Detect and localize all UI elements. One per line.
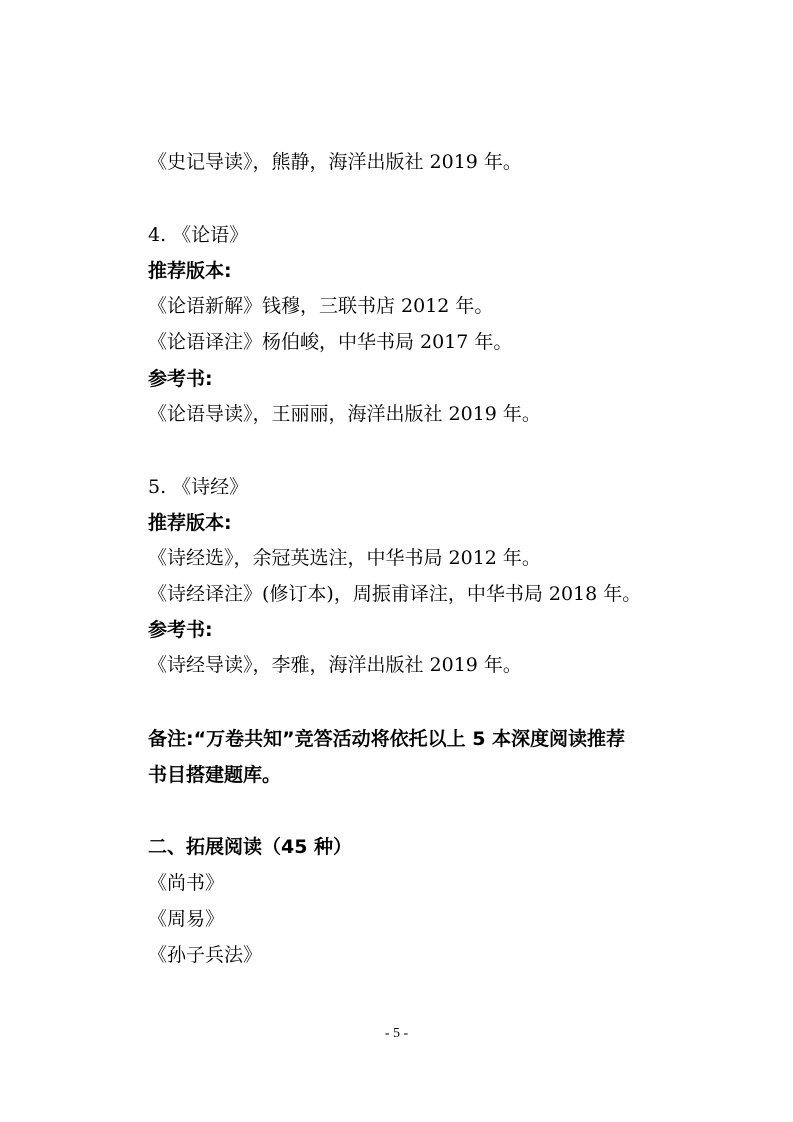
lunyu-recommended-item: 《论语译注》杨伯峻，中华书局 2017 年。 xyxy=(148,331,513,353)
page-number: - 5 - xyxy=(384,1026,409,1041)
note-line: 书目搭建题库。 xyxy=(148,764,282,786)
shijing-recommended-item: 《诗经译注》(修订本)，周振甫译注，中华书局 2018 年。 xyxy=(148,583,642,605)
shijing-reference: 《诗经导读》，李雅，海洋出版社 2019 年。 xyxy=(148,654,522,676)
shijing-heading: 5. 《诗经》 xyxy=(148,476,249,498)
shijing-reference-label: 参考书: xyxy=(148,619,213,641)
shiji-reference: 《史记导读》，熊静，海洋出版社 2019 年。 xyxy=(148,151,522,173)
extended-reading-heading: 二、拓展阅读（45 种） xyxy=(148,836,353,858)
extended-reading-item: 《孙子兵法》 xyxy=(148,944,263,966)
shijing-recommended-item: 《诗经选》，余冠英选注，中华书局 2012 年。 xyxy=(148,547,541,569)
extended-reading-item: 《尚书》 xyxy=(148,872,225,894)
lunyu-recommended-label: 推荐版本: xyxy=(148,260,232,282)
shijing-recommended-label: 推荐版本: xyxy=(148,512,232,534)
note-line: 备注:“万卷共知”竞答活动将依托以上 5 本深度阅读推荐 xyxy=(148,728,626,750)
extended-reading-item: 《周易》 xyxy=(148,908,225,930)
lunyu-heading: 4. 《论语》 xyxy=(148,224,249,246)
lunyu-recommended-item: 《论语新解》钱穆，三联书店 2012 年。 xyxy=(148,295,494,317)
lunyu-reference-label: 参考书: xyxy=(148,368,213,390)
lunyu-reference: 《论语导读》，王丽丽，海洋出版社 2019 年。 xyxy=(148,403,541,425)
